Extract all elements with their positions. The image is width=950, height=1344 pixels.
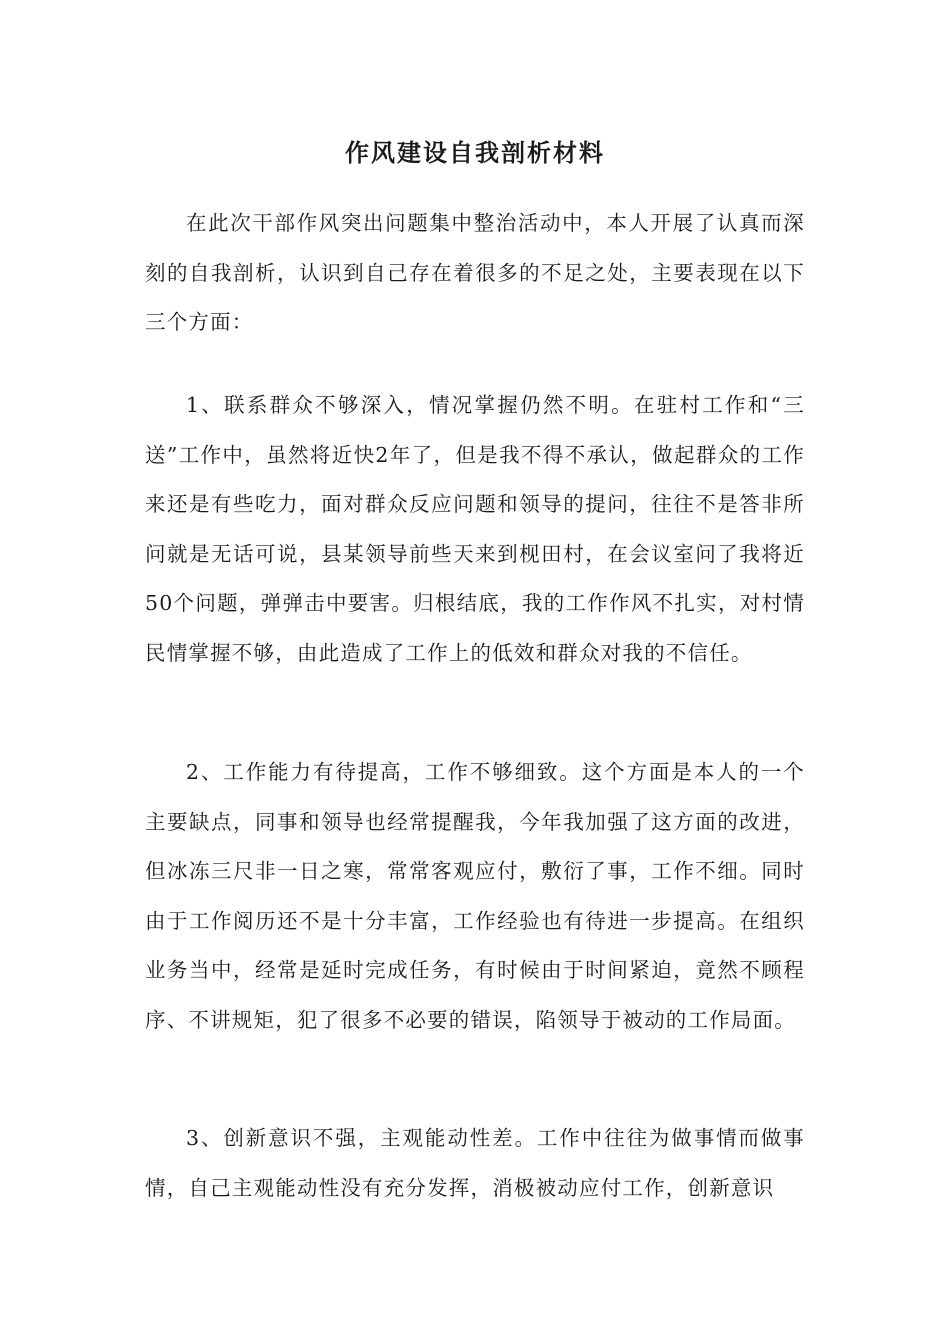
paragraph-point-2: 2、工作能力有待提高，工作不够细致。这个方面是本人的一个主要缺点，同事和领导也经常提醒我，今年我加强了这方面的改进，但冰冻三尺非一日之寒，常常客观应付，敷衍了事，工作不细。同时由于工作阅历还不是十分丰富，工作经验也有待进一步提高。在组织业务当中，经常是延时完成任务，有时候由于时间紧迫，竟然不顾程序、不讲规矩，犯了很多不必要的错误，陷领导于被动的工作局面。 (145, 760, 805, 1032)
paragraph-point-3: 3、创新意识不强，主观能动性差。工作中往往为做事情而做事情，自己主观能动性没有充分发挥，消极被动应付工作，创新意识 (145, 1126, 805, 1200)
paragraph-point-1: 1、联系群众不够深入，情况掌握仍然不明。在驻村工作和“三送”工作中，虽然将近快2年了，但是我不得不承认，做起群众的工作来还是有些吃力，面对群众反应问题和领导的提问，往往不是答非所问就是无话可说，县某领导前些天来到枧田村，在会议室问了我将近50个问题，弹弹击中要害。归根结底，我的工作作风不扎实，对村情民情掌握不够，由此造成了工作上的低效和群众对我的不信任。 (145, 393, 805, 665)
document-title: 作风建设自我剖析材料 (345, 138, 605, 167)
paragraph-intro: 在此次干部作风突出问题集中整治活动中，本人开展了认真而深刻的自我剖析，认识到自己存在着很多的不足之处，主要表现在以下三个方面： (145, 211, 805, 334)
